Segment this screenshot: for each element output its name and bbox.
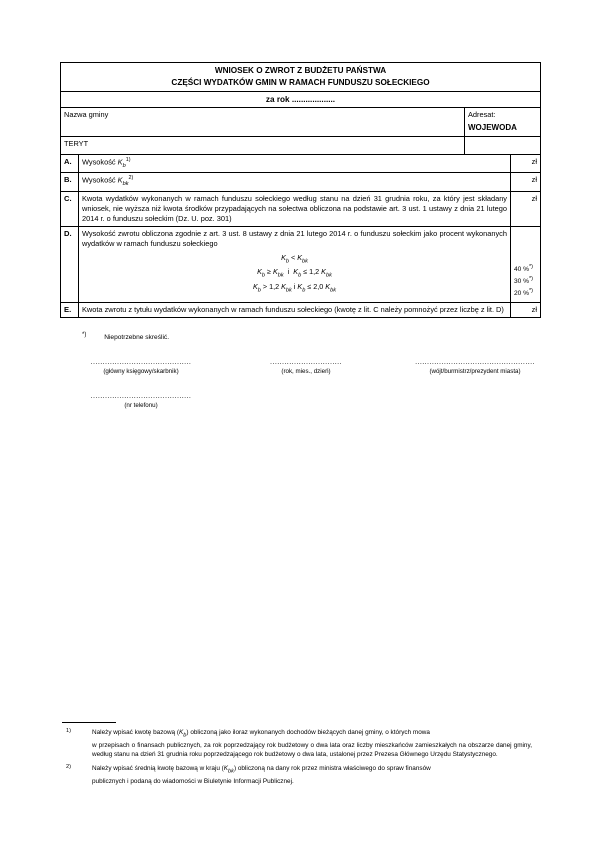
gmina-address-row: [61, 107, 541, 136]
row-b-note: 2): [128, 175, 134, 182]
row-d-formula-2: $K_b \ge K_{bk}$ i $K_b \le 1,2$ $K_{bk}$: [257, 267, 332, 279]
addressee-label: Adresat:: [468, 109, 496, 119]
row-e-letter: E.: [61, 302, 79, 317]
row-b-symbol: K: [117, 175, 123, 185]
row-d-percent-1-note: *): [529, 263, 533, 270]
row-d-formula-3: $K_b > 1,2$ $K_{bk}$ i $K_b \le 2,0$ $K_{bk}$: [253, 282, 336, 294]
signature-phone-caption: (nr telefonu): [124, 402, 158, 409]
form-title-row: [61, 63, 541, 92]
signature-phone-line: ..........................................: [90, 391, 192, 400]
table-row-a: [61, 154, 541, 172]
signature-accountant-line: ..........................................: [90, 357, 192, 366]
row-b-letter: B.: [61, 173, 79, 191]
signature-mayor[interactable]: [390, 357, 560, 375]
signature-date-caption: (rok, mies., dzień): [281, 368, 331, 375]
row-c-letter: C.: [61, 191, 79, 226]
signature-mayor-line: ..................................................: [415, 357, 535, 366]
row-a-symbol: K: [117, 157, 123, 167]
signature-mayor-caption: (wójt/burmistrz/prezydent miasta): [429, 368, 521, 375]
addressee-cell[interactable]: [465, 107, 541, 136]
bottom-footnotes: [62, 722, 532, 790]
row-a-symbol-sub: b: [122, 162, 126, 169]
row-b-unit: zł: [511, 173, 541, 191]
footnote-1: [62, 728, 532, 760]
row-d-formula-1: $K_b < K_{bk}$: [281, 252, 308, 264]
row-a-unit: zł: [511, 154, 541, 172]
wojewoda-label: WOJEWODA: [468, 122, 517, 132]
footnote-asterisk-text: Niepotrzebne skreślić.: [104, 334, 170, 342]
footnote-divider: [62, 722, 116, 723]
row-d-percent-3-line: [514, 287, 537, 299]
row-d-text-cell: [79, 226, 511, 302]
table-row-d: [61, 226, 541, 302]
form-title-cell: [61, 63, 541, 92]
teryt-cell[interactable]: [61, 136, 465, 154]
form-container: [60, 62, 540, 318]
row-d-percent-2-note: *): [529, 275, 533, 282]
row-e-text: Kwota zwrotu z tytułu wydatków wykonanych w ramach funduszu sołeckiego (kwotę z lit. C należy pomnożyć przez liczbę z lit. D): [79, 302, 511, 317]
gmina-name-cell[interactable]: [61, 107, 465, 136]
form-year-row: [61, 91, 541, 107]
signature-date-line: ..............................: [270, 357, 342, 366]
footnote-2-p2: publicznych i podaną do wiadomości w Biuletynie Informacji Publicznej.: [92, 777, 294, 785]
footnote-asterisk-marker: *): [82, 332, 87, 338]
form-title-line1: WNIOSEK O ZWROT Z BUDŻETU PAŃSTWA: [214, 66, 387, 75]
row-d-percent-3-note: *): [529, 288, 533, 295]
row-d-percent-cell: [511, 226, 541, 302]
row-b-prefix: Wysokość: [82, 175, 118, 185]
row-d-percent-2: 30 %: [514, 278, 530, 286]
row-d-letter: D.: [61, 226, 79, 302]
footnote-asterisk: [82, 332, 169, 341]
footnote-2-marker: 2): [66, 763, 71, 770]
row-d-percent-3: 20 %: [514, 290, 530, 298]
footnote-2-p1: Należy wpisać średnią kwotę bazową w kraju $(K_{bk})$ obliczoną na dany rok przez ministra właściwego do spraw finansów: [92, 764, 431, 775]
signature-date[interactable]: [246, 357, 366, 375]
signature-accountant[interactable]: [71, 357, 211, 375]
row-a-letter: A.: [61, 154, 79, 172]
row-e-unit: zł: [511, 302, 541, 317]
footnote-1-p1: Należy wpisać kwotę bazową $(K_b)$ obliczoną jako iloraz wykonanych dochodów bieżących danej gminy, o których mowa: [92, 729, 430, 739]
row-d-text: Wysokość zwrotu obliczona zgodnie z art. 3 ust. 8 ustawy z dnia 21 lutego 2014 r. o funduszu sołeckim jako procent wykonanych wydatków w ramach funduszu sołeckiego: [82, 228, 507, 248]
table-row-e: [61, 302, 541, 317]
footnote-2: [62, 764, 532, 786]
row-d-formulas: [82, 252, 507, 297]
teryt-row: [61, 136, 541, 154]
row-a-prefix: Wysokość: [82, 157, 118, 167]
row-a-text: [79, 154, 511, 172]
refund-request-form: [60, 62, 541, 318]
row-b-symbol-sub: bk: [122, 181, 129, 188]
row-c-unit: zł: [511, 191, 541, 226]
signature-row-1: [60, 357, 540, 409]
row-b-text: [79, 173, 511, 191]
row-d-percent-2-line: [514, 275, 537, 287]
footnote-1-marker: 1): [66, 728, 71, 734]
teryt-right-empty: [465, 136, 541, 154]
teryt-label: TERYT: [64, 138, 89, 148]
gmina-name-label: Nazwa gminy: [64, 109, 109, 119]
signature-phone[interactable]: [71, 391, 211, 409]
year-field[interactable]: za rok ...................: [61, 91, 541, 107]
row-c-text: Kwota wydatków wykonanych w ramach funduszu sołeckiego według stanu na dzień 31 grudnia roku, za który jest składany wniosek, nie wyższa niż kwota środków przypadających na sołectwa obliczona na podstawie art. 3 ust. 1 ustawy z dnia 21 lutego 2014 r. o funduszu sołeckim (Dz. U. poz. 301): [79, 191, 511, 226]
row-d-percent-1: 40 %: [514, 265, 530, 273]
signature-accountant-caption: (główny księgowy/skarbnik): [103, 368, 179, 375]
row-d-percent-1-line: [514, 263, 537, 275]
signature-block: [60, 357, 540, 409]
row-a-note: 1): [125, 156, 131, 163]
table-row-c: [61, 191, 541, 226]
table-row-b: [61, 173, 541, 191]
form-title-line2: CZĘŚCI WYDATKÓW GMIN W RAMACH FUNDUSZU SOŁECKIEGO: [171, 77, 430, 87]
footnote-1-p2: w przepisach o finansach publicznych, za rok poprzedzający rok budżetowy o dwa lata oraz liczby mieszkańców zamieszkałych na obszarze danej gminy, według stanu na dzień 31 grudnia roku poprzedzającego rok budżetowy o dwa lata, ustalonej przez Prezesa Głównego Urzędu Statystycznego.: [92, 741, 532, 759]
